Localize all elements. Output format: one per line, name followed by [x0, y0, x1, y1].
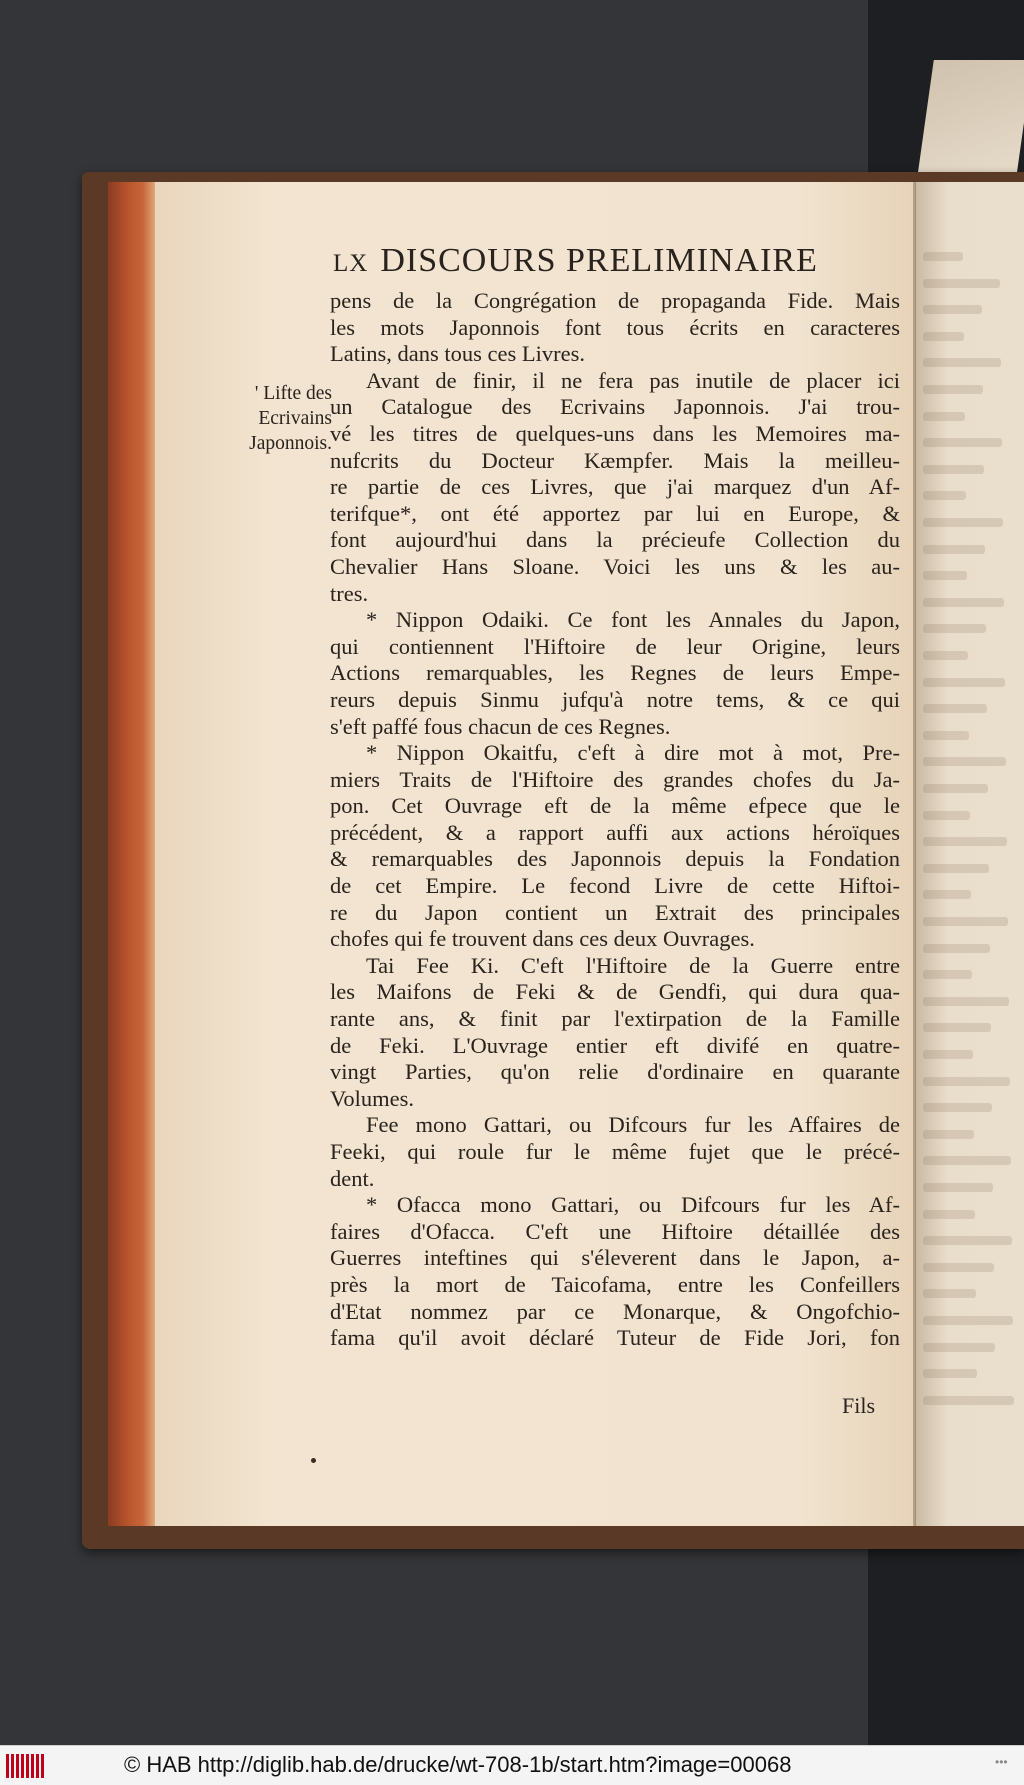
facing-page-ghost-line: [923, 1156, 1011, 1165]
text-line: les Maifons de Feki & de Gendfi, qui dura qua-: [330, 979, 900, 1005]
facing-page-ghost-line: [923, 252, 963, 261]
facing-page-ghost-line: [923, 1183, 993, 1192]
text-line: Volumes.: [330, 1085, 414, 1111]
hab-logo-icon: [6, 1754, 46, 1778]
text-line: * Ofacca mono Gattari, ou Difcours fur les Af-: [366, 1192, 900, 1218]
text-line: tres.: [330, 580, 369, 606]
text-line: Latins, dans tous ces Livres.: [330, 341, 585, 367]
text-line: re du Japon contient un Extrait des principales: [330, 899, 900, 925]
facing-page-ghost-line: [923, 358, 1001, 367]
text-line: les mots Japonnois font tous écrits en caracteres: [330, 314, 900, 340]
text-line: re partie de ces Livres, que j'ai marquez d'un Af-: [330, 474, 900, 500]
facing-page-ghost-line: [923, 944, 990, 953]
text-line: d'Etat nommez par ce Monarque, & Ongofchio-: [330, 1298, 900, 1324]
facing-page-ghost-line: [923, 438, 1002, 447]
margin-note-line: ' Lifte des: [254, 383, 332, 404]
viewer-footer: [0, 1745, 1024, 1785]
text-line: qui contiennent l'Hiftoire de leur Origine, leurs: [330, 633, 900, 659]
facing-page-ghost-line: [923, 518, 1003, 527]
facing-page-ghost-line: [923, 1369, 977, 1378]
text-line: dent.: [330, 1165, 375, 1191]
margin-note: [224, 381, 332, 456]
facing-page-ghost-line: [923, 545, 985, 554]
text-line: Guerres inteftines qui s'éleverent dans le Japon, a-: [330, 1245, 900, 1271]
text-line: précédent, & a rapport auffi aux actions héroïques: [330, 819, 900, 845]
facing-page-ghost-line: [923, 1077, 1010, 1086]
facing-page: [915, 182, 1024, 1526]
facing-page-ghost-line: [923, 465, 984, 474]
facing-page-ghost-line: [923, 598, 1004, 607]
facing-page-ghost-line: [923, 1263, 994, 1272]
text-line: & remarquables des Japonnois depuis la Fondation: [330, 846, 900, 872]
page-gutter: [913, 182, 916, 1526]
facing-page-ghost-line: [923, 731, 969, 740]
text-line: Avant de finir, il ne fera pas inutile de placer ici: [366, 367, 900, 393]
facing-page-ghost-line: [923, 678, 1005, 687]
text-line: Actions remarquables, les Regnes de leurs Empe-: [330, 660, 900, 686]
facing-page-ghost-line: [923, 571, 967, 580]
text-line: Tai Fee Ki. C'eft l'Hiftoire de la Guerre entre: [366, 952, 900, 978]
text-line: fama qu'il avoit déclaré Tuteur de Fide Jori, fon: [330, 1325, 900, 1351]
facing-page-ghost-line: [923, 890, 971, 899]
text-line: rante ans, & finit par l'extirpation de la Famille: [330, 1006, 900, 1032]
facing-page-ghost-line: [923, 1236, 1012, 1245]
facing-page-ghost-line: [923, 784, 988, 793]
text-line: Chevalier Hans Sloane. Voici les uns & les au-: [330, 553, 900, 579]
page-number: LX: [333, 250, 369, 277]
text-line: s'eft paffé fous chacun de ces Regnes.: [330, 713, 671, 739]
text-line: vé les titres de quelques-uns dans les Memoires ma-: [330, 420, 900, 446]
text-line: miers Traits de l'Hiftoire des grandes chofes du Ja-: [330, 766, 900, 792]
facing-page-ghost-line: [923, 997, 1009, 1006]
facing-page-ghost-line: [923, 279, 1000, 288]
text-line: faires d'Ofacca. C'eft une Hiftoire détaillée des: [330, 1218, 900, 1244]
text-line: vingt Parties, qu'on relie d'ordinaire en quarante: [330, 1059, 900, 1085]
facing-page-ghost-line: [923, 970, 972, 979]
text-line: pon. Cet Ouvrage eft de la même efpece que le: [330, 793, 900, 819]
facing-page-ghost-line: [923, 1023, 991, 1032]
body-text: [330, 288, 900, 1352]
footer-dots-icon: •••: [995, 1755, 1008, 1769]
facing-page-ghost-line: [923, 864, 989, 873]
facing-page-ghost-line: [923, 1343, 995, 1352]
facing-page-ghost-line: [923, 305, 982, 314]
facing-page-ghost-line: [923, 837, 1007, 846]
facing-page-corner: [916, 60, 1024, 185]
facing-page-ghost-line: [923, 1050, 973, 1059]
text-line: Fee mono Gattari, ou Difcours fur les Affaires de: [366, 1112, 900, 1138]
margin-note-line: Ecrivains: [258, 408, 332, 429]
facing-page-ghost-line: [923, 332, 964, 341]
facing-page-ghost-line: [923, 757, 1006, 766]
facing-page-ghost-line: [923, 1103, 992, 1112]
facing-page-ghost-line: [923, 491, 966, 500]
facing-page-ghost-line: [923, 1316, 1013, 1325]
text-line: * Nippon Odaiki. Ce font les Annales du Japon,: [366, 607, 900, 633]
catchword: Fils: [842, 1393, 876, 1418]
facing-page-ghost-line: [923, 1210, 975, 1219]
text-line: de Feki. L'Ouvrage entier eft divifé en quatre-: [330, 1032, 900, 1058]
page-edge: [108, 182, 158, 1526]
text-line: terifque*, ont été apportez par lui en Europe, &: [330, 500, 900, 526]
text-line: Feeki, qui roule fur le même fujet que le précé-: [330, 1139, 900, 1164]
running-header: [333, 242, 898, 284]
facing-page-ghost-line: [923, 624, 986, 633]
facing-page-ghost-line: [923, 412, 965, 421]
facing-page-ghost-line: [923, 917, 1008, 926]
running-title: DISCOURS PRELIMINAIRE: [380, 242, 818, 279]
text-line: un Catalogue des Ecrivains Japonnois. J'ai trou-: [330, 394, 900, 420]
facing-page-ghost-line: [923, 704, 987, 713]
text-line: chofes qui fe trouvent dans ces deux Ouvrages.: [330, 926, 755, 952]
facing-page-ghost-line: [923, 385, 983, 394]
margin-note-line: Japonnois.: [249, 433, 332, 454]
text-line: reurs depuis Sinmu jufqu'à notre tems, & ce qui: [330, 686, 900, 712]
text-line: près la mort de Taicofama, entre les Confeillers: [330, 1271, 900, 1297]
text-line: de cet Empire. Le fecond Livre de cette Hiftoi-: [330, 873, 900, 899]
text-line: font aujourd'hui dans la précieufe Collection du: [330, 527, 900, 553]
footer-source-text: © HAB http://diglib.hab.de/drucke/wt-708-1b/start.htm?image=00068: [124, 1752, 792, 1777]
facing-page-ghost-line: [923, 1130, 974, 1139]
ink-spot: [311, 1458, 316, 1463]
text-line: * Nippon Okaitfu, c'eft à dire mot à mot, Pre-: [366, 740, 900, 766]
facing-page-ghost-line: [923, 1289, 976, 1298]
facing-page-ghost-line: [923, 811, 970, 820]
text-line: nufcrits du Docteur Kæmpfer. Mais la meilleu-: [330, 447, 900, 473]
facing-page-ghost-line: [923, 1396, 1014, 1405]
text-line: pens de la Congrégation de propaganda Fide. Mais: [330, 288, 900, 313]
facing-page-ghost-line: [923, 651, 968, 660]
